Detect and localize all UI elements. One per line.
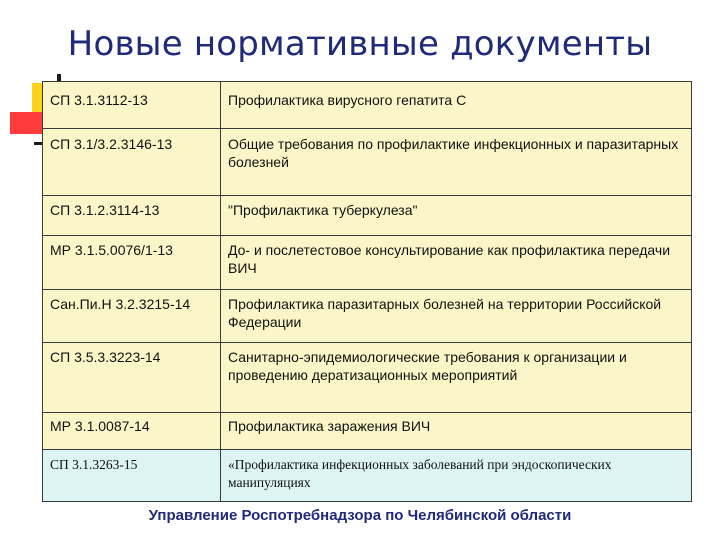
- document-code: СП 3.5.3.3223-14: [43, 343, 221, 413]
- document-code: СП 3.1.3263-15: [43, 450, 221, 502]
- table-row: [43, 82, 692, 129]
- document-description: "Профилактика туберкулеза": [221, 196, 692, 236]
- document-code: СП 3.1.2.3114-13: [43, 196, 221, 236]
- document-description: Профилактика заражения ВИЧ: [221, 413, 692, 450]
- table-row: [43, 236, 692, 290]
- documents-table: [42, 81, 692, 502]
- document-description: Профилактика вирусного гепатита С: [221, 82, 692, 129]
- table-row: [43, 343, 692, 413]
- document-description: Санитарно-эпидемиологические требования к организации и проведению дератизационных мероприятий: [221, 343, 692, 413]
- document-description: До- и послетестовое консультирование как профилактика передачи ВИЧ: [221, 236, 692, 290]
- slide-title: Новые нормативные документы: [67, 24, 653, 64]
- decorative-red-block: [10, 112, 44, 134]
- document-code: СП 3.1.3112-13: [43, 82, 221, 129]
- footer-organization: Управление Роспотребнадзора по Челябинской области: [148, 507, 572, 524]
- document-description: Общие требования по профилактике инфекционных и паразитарных болезней: [221, 129, 692, 196]
- table-row: [43, 450, 692, 502]
- document-description: Профилактика паразитарных болезней на территории Российской Федерации: [221, 290, 692, 343]
- table-row: [43, 196, 692, 236]
- document-description: «Профилактика инфекционных заболеваний при эндоскопических манипуляциях: [221, 450, 692, 502]
- document-code: СП 3.1/3.2.3146-13: [43, 129, 221, 196]
- table-row: [43, 129, 692, 196]
- document-code: МР 3.1.0087-14: [43, 413, 221, 450]
- table-row: [43, 413, 692, 450]
- table-row: [43, 290, 692, 343]
- document-code: МР 3.1.5.0076/1-13: [43, 236, 221, 290]
- document-code: Сан.Пи.Н 3.2.3215-14: [43, 290, 221, 343]
